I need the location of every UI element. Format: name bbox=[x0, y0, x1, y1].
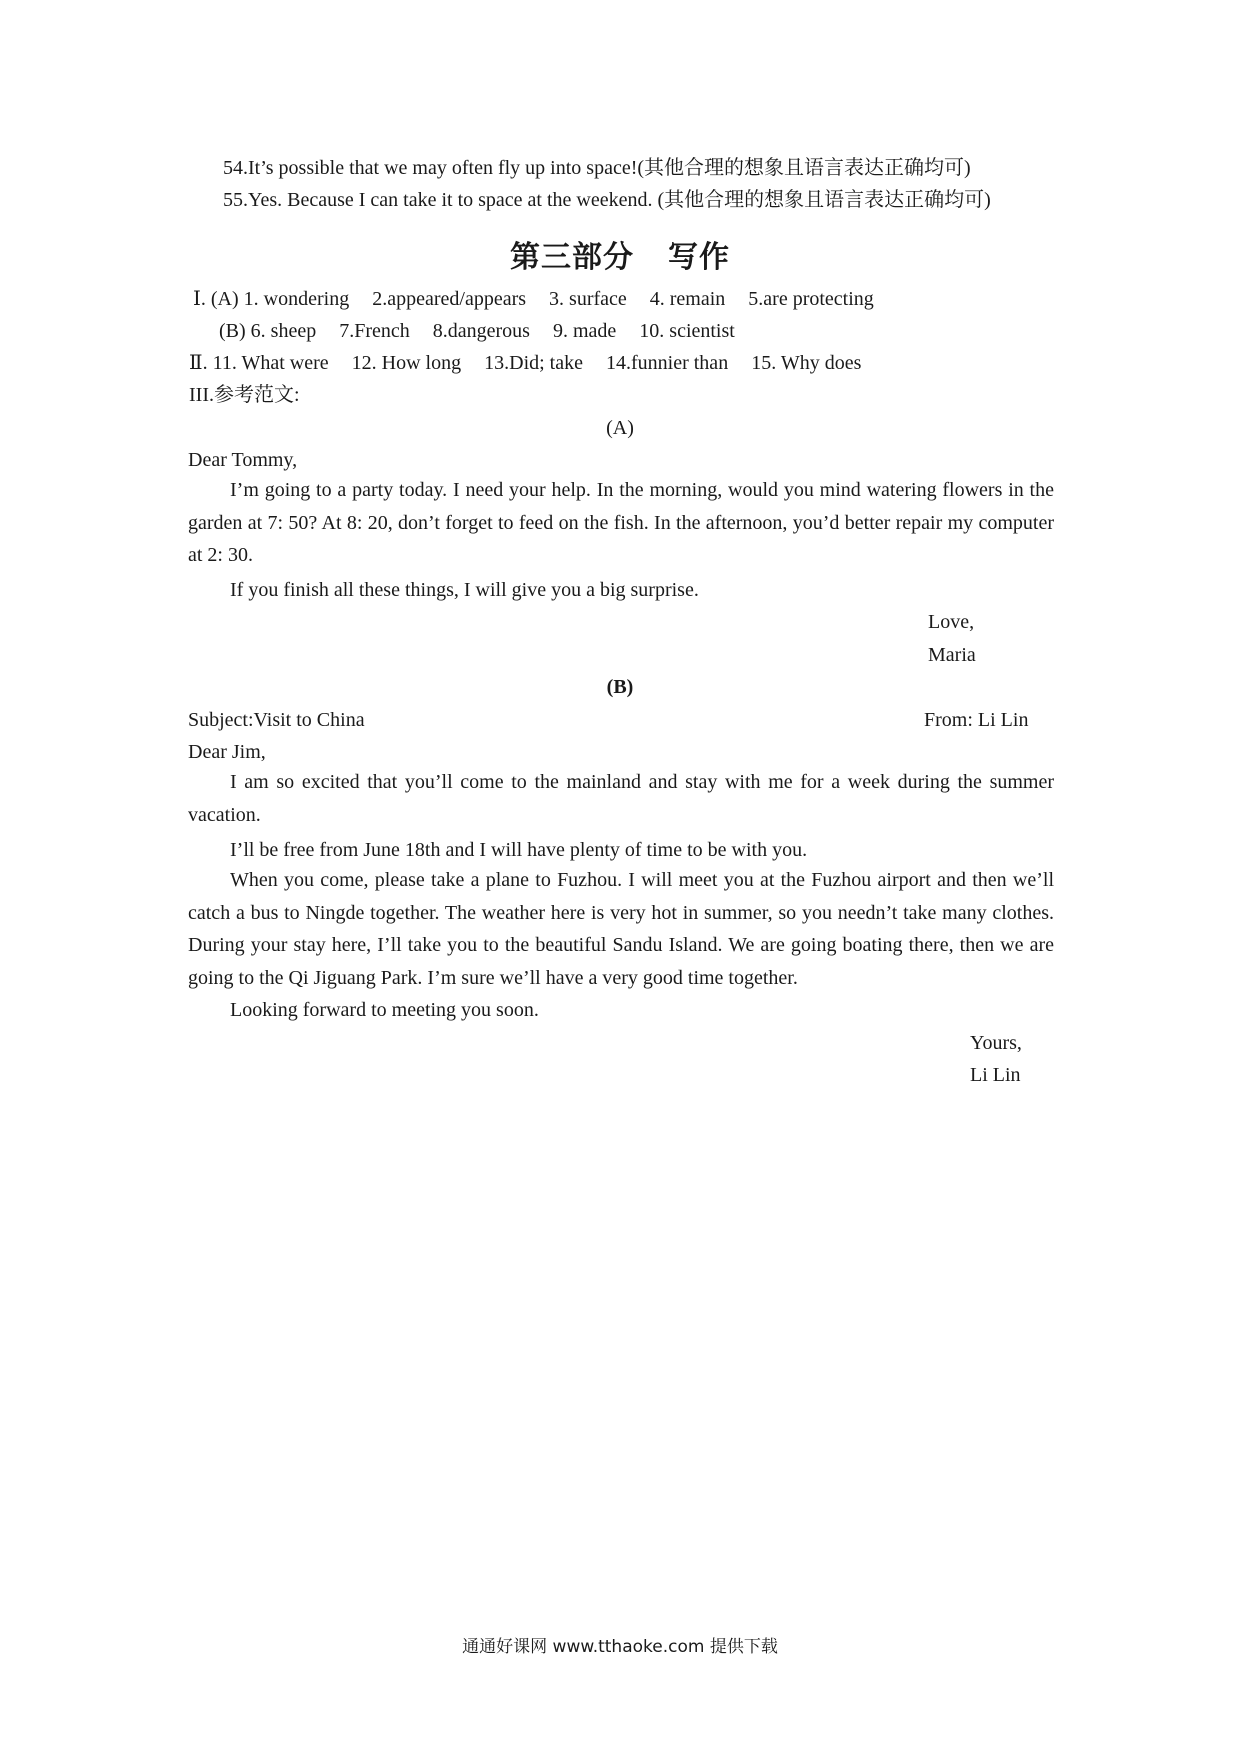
essay-b-from: From: Li Lin bbox=[924, 709, 1029, 731]
answer-item: 6. sheep bbox=[250, 320, 317, 342]
essay-b-signature: Li Lin bbox=[970, 1064, 1021, 1086]
answer-item: 2.appeared/appears bbox=[372, 288, 527, 310]
essay-a-para1 bbox=[188, 474, 1054, 572]
essay-b-para1-text: I am so excited that you’ll come to the mainland and stay with me for a week during the summer vacation. bbox=[188, 771, 1054, 826]
essay-a-closing: Love, bbox=[928, 611, 975, 633]
essay-b-para1 bbox=[188, 766, 1054, 831]
essay-b-subject: Subject:Visit to China bbox=[188, 709, 365, 731]
essay-a-para2: If you finish all these things, I will give you a big surprise. bbox=[230, 579, 699, 601]
answer-item: 10. scientist bbox=[639, 320, 735, 342]
essay-b-closing: Yours, bbox=[970, 1032, 1022, 1054]
section-title bbox=[0, 232, 1240, 276]
section-name: 写作 bbox=[668, 240, 730, 275]
section-part: 第三部分 bbox=[510, 240, 634, 275]
section1-b-prefix: (B) bbox=[219, 320, 246, 342]
answer-item: 15. Why does bbox=[751, 352, 862, 374]
essay-a-para1-text: I’m going to a party today. I need your help. In the morning, would you mind watering flowers in the garden at 7: 50? At 8: 20, don’t forget to feed on the fish. In the afternoon, you’d better repair my computer at 2: 30. bbox=[188, 479, 1054, 566]
answer-item: 1. wondering bbox=[243, 288, 350, 310]
footer-text: 通通好课网 www.tthaoke.com 提供下载 bbox=[462, 1637, 778, 1657]
answer-item: 11. What were bbox=[212, 352, 329, 374]
essay-b-label: (B) bbox=[606, 676, 634, 698]
answer-55: 55.Yes. Because I can take it to space at the weekend. (其他合理的想象且语言表达正确均可) bbox=[223, 189, 991, 211]
section3-label: III.参考范文: bbox=[189, 384, 300, 406]
section2-prefix: Ⅱ. bbox=[189, 352, 208, 374]
answer-item: 7.French bbox=[339, 320, 410, 342]
answer-item: 9. made bbox=[552, 320, 617, 342]
answer-item: 3. surface bbox=[549, 288, 627, 310]
essay-a-signature: Maria bbox=[928, 644, 976, 666]
answer-item: 4. remain bbox=[649, 288, 726, 310]
essay-b-para3-text: When you come, please take a plane to Fuzhou. I will meet you at the Fuzhou airport and then we’ll catch a bus to Ningde together. The weather here is very hot in summer, so you needn’t take many clothes. During your stay here, I’ll take you to the beautiful Sandu Island. We are going boating there, then we are going to the Qi Jiguang Park. I’m sure we’ll have a very good time together. bbox=[188, 869, 1054, 989]
answer-item: 14.funnier than bbox=[606, 352, 729, 374]
essay-b-para3 bbox=[188, 864, 1054, 994]
answer-item: 5.are protecting bbox=[748, 288, 874, 310]
essay-a-label: (A) bbox=[606, 417, 634, 439]
essay-b-para4: Looking forward to meeting you soon. bbox=[230, 999, 539, 1021]
answer-54: 54.It’s possible that we may often fly up into space!(其他合理的想象且语言表达正确均可) bbox=[223, 157, 971, 179]
essay-a-greeting: Dear Tommy, bbox=[188, 449, 298, 471]
essay-b-para2: I’ll be free from June 18th and I will have plenty of time to be with you. bbox=[230, 839, 808, 861]
section1-b-row bbox=[219, 321, 753, 341]
answer-item: 13.Did; take bbox=[484, 352, 583, 374]
answer-item: 12. How long bbox=[351, 352, 462, 374]
section1-a-row bbox=[193, 289, 892, 309]
section1-a-prefix: Ⅰ. (A) bbox=[193, 288, 239, 310]
answer-item: 8.dangerous bbox=[432, 320, 530, 342]
essay-b-greeting: Dear Jim, bbox=[188, 741, 266, 763]
section2-row bbox=[189, 353, 879, 373]
